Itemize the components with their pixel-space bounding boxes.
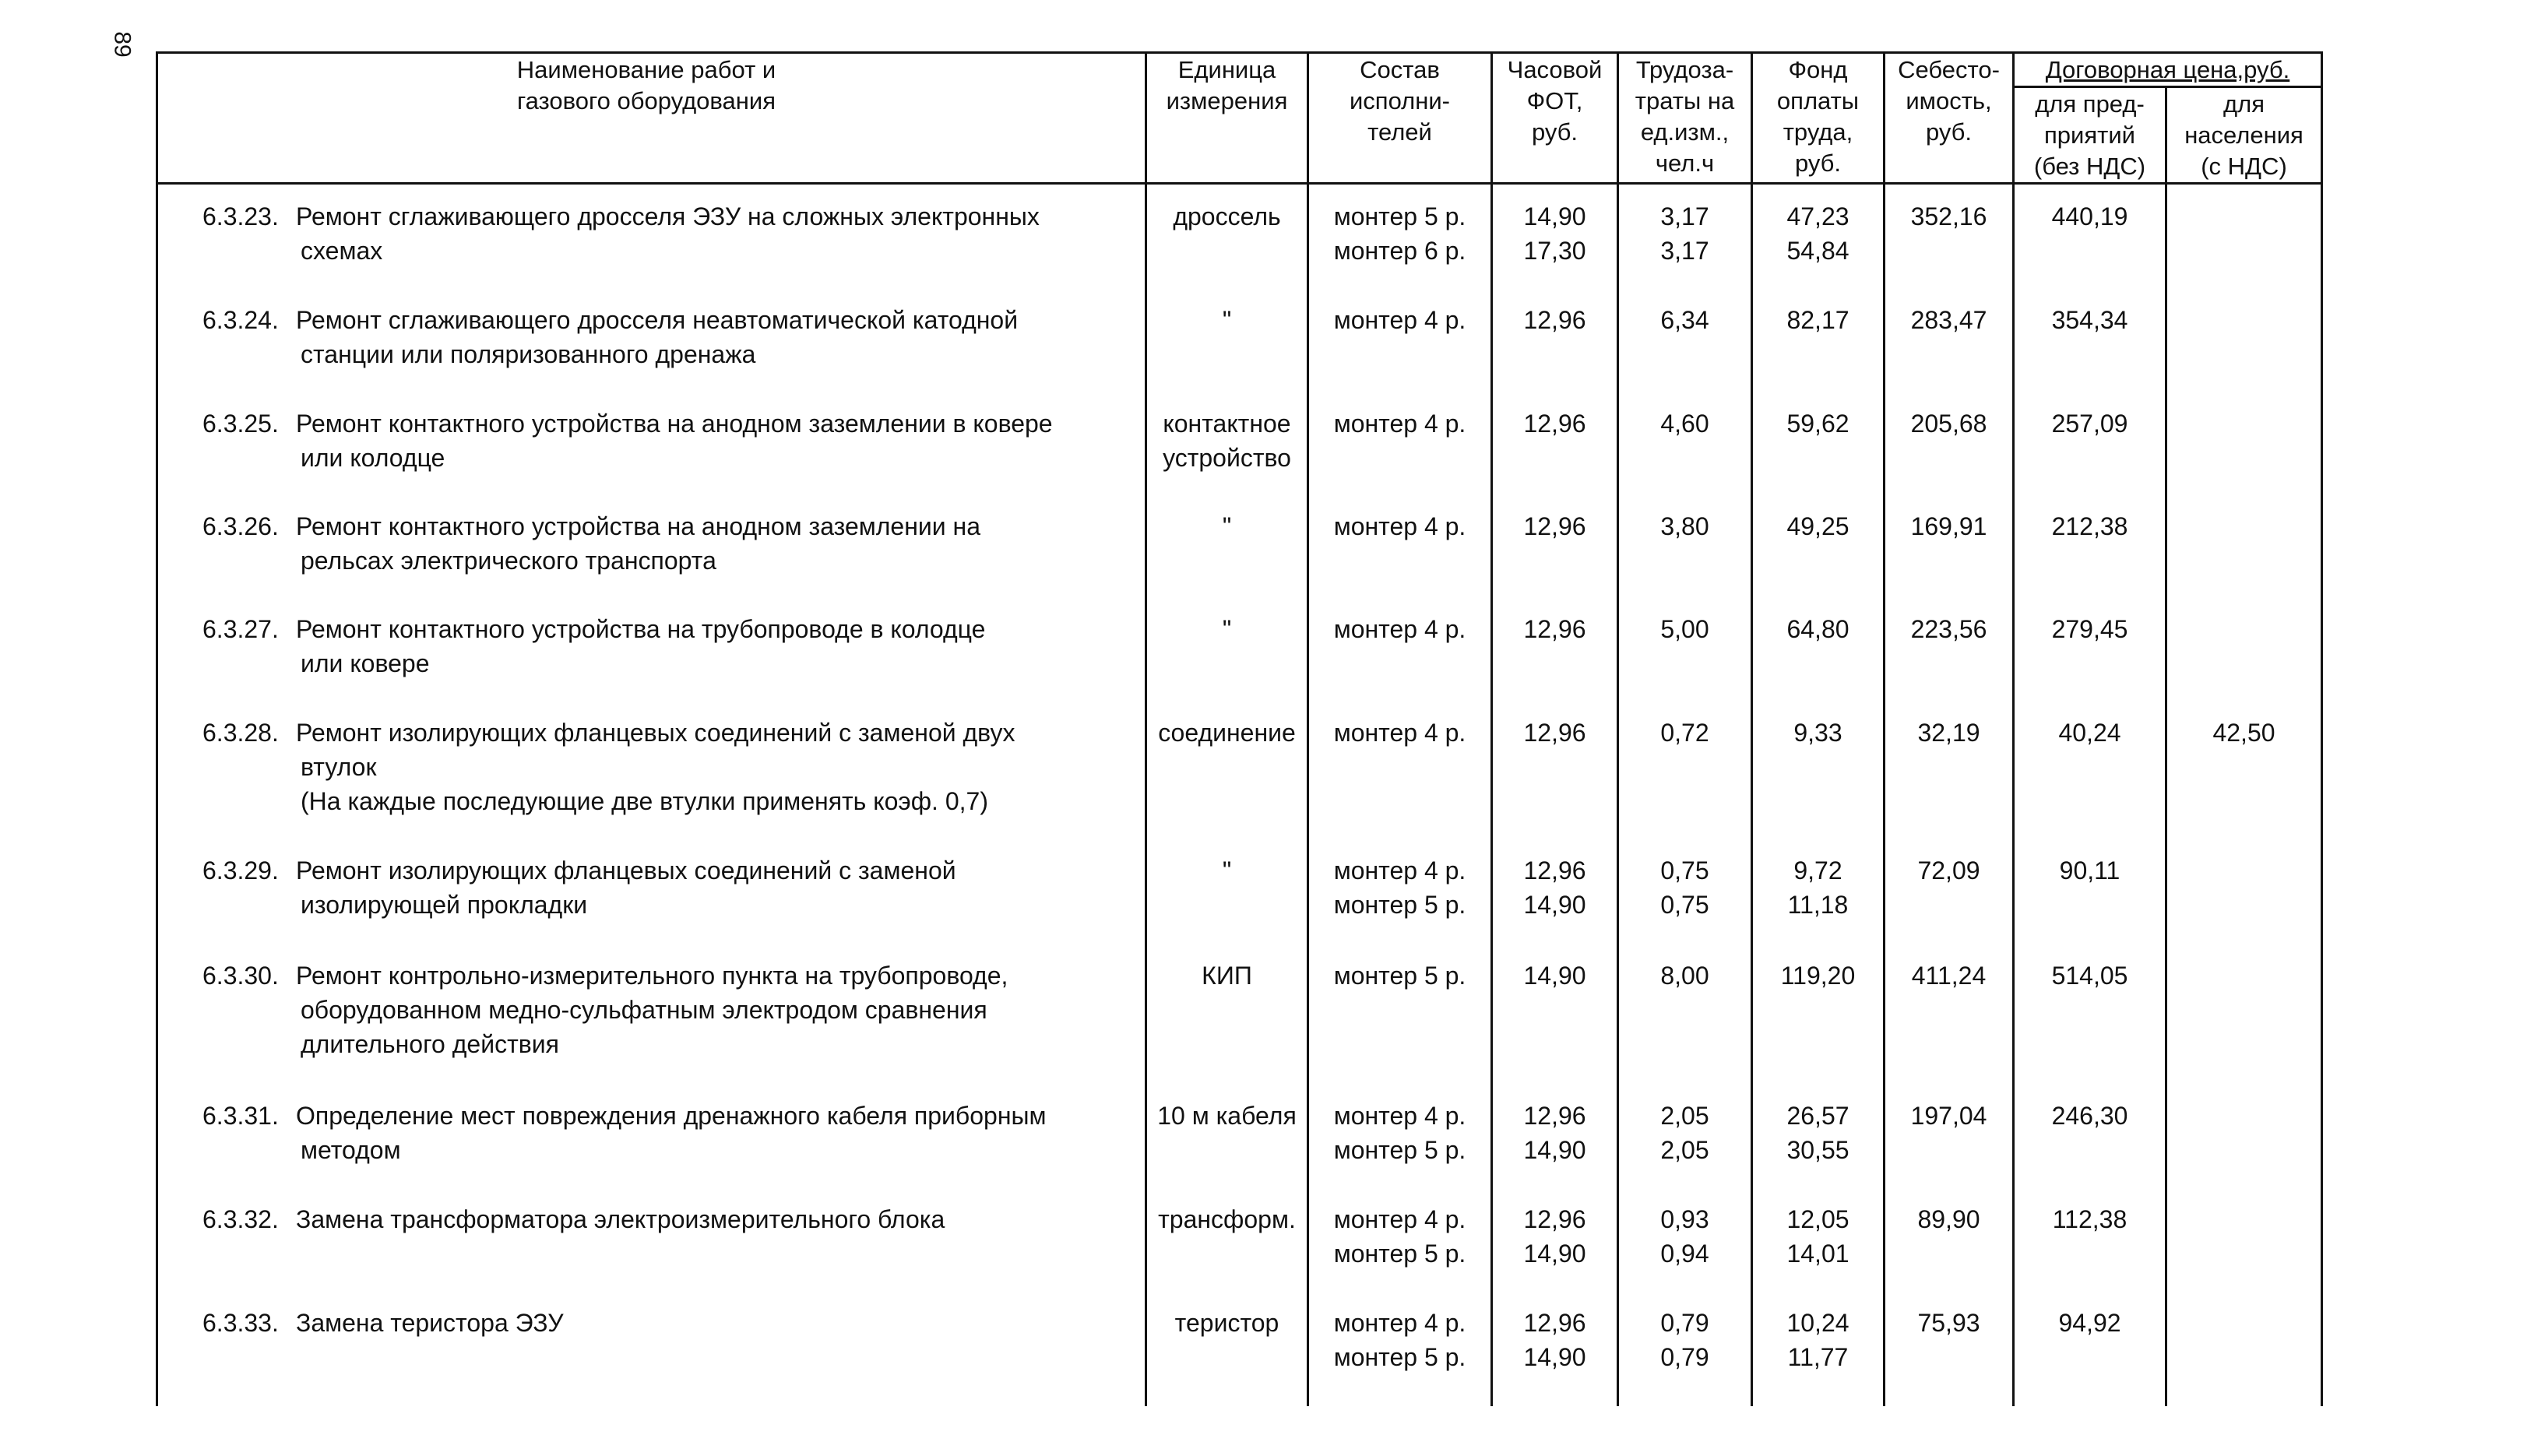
row-hourly: 14,90 xyxy=(1523,1240,1586,1268)
header-staff: Состав исполни- телей xyxy=(1349,56,1450,146)
row-staff: монтер 4 р. xyxy=(1333,719,1466,747)
row-hourly: 12,96 xyxy=(1523,1205,1586,1233)
row-labor: 3,17 xyxy=(1660,202,1709,230)
row-labor: 2,05 xyxy=(1660,1102,1709,1130)
row-code: 6.3.27. xyxy=(202,615,279,643)
row-staff: монтер 4 р. xyxy=(1333,410,1466,438)
row-price-ent: 40,24 xyxy=(2058,719,2121,747)
row-unit: " xyxy=(1222,512,1232,540)
header-cost: Себесто- имость, руб. xyxy=(1898,56,2000,146)
header-unit: Единица измерения xyxy=(1166,56,1288,114)
row-price-ent: 212,38 xyxy=(2051,512,2128,540)
row-staff: монтер 4 р. xyxy=(1333,615,1466,643)
row-name: втулок xyxy=(301,753,377,781)
row-name: Определение мест повреждения дренажного кабеля приборным xyxy=(296,1102,1047,1130)
row-cost: 72,09 xyxy=(1917,856,1980,885)
row-code: 6.3.24. xyxy=(202,306,279,334)
row-labor: 0,94 xyxy=(1660,1240,1709,1268)
row-price-ent: 257,09 xyxy=(2051,410,2128,438)
row-staff: монтер 5 р. xyxy=(1333,1240,1466,1268)
row-unit: " xyxy=(1222,615,1232,643)
row-unit: контактное xyxy=(1163,410,1291,438)
row-fund: 9,72 xyxy=(1793,856,1842,885)
price-table xyxy=(156,51,2325,1406)
row-name: изолирующей прокладки xyxy=(301,891,588,919)
row-hourly: 14,90 xyxy=(1523,1136,1586,1164)
row-price-ent: 90,11 xyxy=(2059,856,2120,885)
row-labor: 0,79 xyxy=(1660,1343,1709,1371)
header-name: Наименование работ и газового оборудования xyxy=(516,56,776,114)
row-name: Ремонт контактного устройства на анодном заземлении в ковере xyxy=(296,410,1053,438)
row-code: 6.3.23. xyxy=(202,202,279,230)
row-code: 6.3.28. xyxy=(202,719,279,747)
row-fund: 47,23 xyxy=(1786,202,1849,230)
row-unit: соединение xyxy=(1158,719,1296,747)
row-unit: дроссель xyxy=(1173,202,1281,230)
row-price-ent: 279,45 xyxy=(2051,615,2128,643)
row-hourly: 12,96 xyxy=(1523,856,1586,885)
row-cost: 32,19 xyxy=(1917,719,1980,747)
row-hourly: 12,96 xyxy=(1523,306,1586,334)
row-hourly: 14,90 xyxy=(1523,1343,1586,1371)
header-hourly: Часовой ФОТ, руб. xyxy=(1507,56,1603,146)
header-labor: Трудоза- траты на ед.изм., чел.ч xyxy=(1635,56,1735,177)
row-fund: 26,57 xyxy=(1786,1102,1849,1130)
row-hourly: 17,30 xyxy=(1523,237,1586,265)
row-name: Ремонт контактного устройства на трубопроводе в колодце xyxy=(296,615,986,643)
row-price-ent: 94,92 xyxy=(2058,1309,2121,1337)
row-name: (На каждые последующие две втулки применять коэф. 0,7) xyxy=(301,787,988,815)
row-labor: 6,34 xyxy=(1660,306,1709,334)
row-labor: 2,05 xyxy=(1660,1136,1709,1164)
row-name: Ремонт сглаживающего дросселя неавтоматической катодной xyxy=(296,306,1019,334)
row-staff: монтер 5 р. xyxy=(1333,1343,1466,1371)
row-name: Ремонт сглаживающего дросселя ЭЗУ на сложных электронных xyxy=(296,202,1040,230)
row-fund: 64,80 xyxy=(1786,615,1849,643)
header-price-enterprises: для пред- приятий (без НДС) xyxy=(2033,90,2146,180)
row-code: 6.3.25. xyxy=(202,410,279,438)
header-price-population: для населения (с НДС) xyxy=(2184,90,2303,180)
row-name: или ковере xyxy=(301,649,430,677)
row-name: методом xyxy=(301,1136,401,1164)
row-name: Ремонт контактного устройства на анодном заземлении на xyxy=(296,512,980,540)
row-labor: 3,80 xyxy=(1660,512,1709,540)
row-labor: 0,75 xyxy=(1660,856,1709,885)
row-name: Замена трансформатора электроизмерительного блока xyxy=(296,1205,945,1233)
row-staff: монтер 4 р. xyxy=(1333,512,1466,540)
row-staff: монтер 4 р. xyxy=(1333,1309,1466,1337)
row-unit: 10 м кабеля xyxy=(1157,1102,1297,1130)
row-staff: монтер 4 р. xyxy=(1333,1102,1466,1130)
header-price-group: Договорная цена,руб. xyxy=(2045,56,2290,83)
row-labor: 0,72 xyxy=(1660,719,1709,747)
row-price-ent: 246,30 xyxy=(2051,1102,2128,1130)
row-cost: 197,04 xyxy=(1910,1102,1987,1130)
row-hourly: 12,96 xyxy=(1523,410,1586,438)
row-price-ent: 514,05 xyxy=(2051,962,2128,990)
row-name: длительного действия xyxy=(301,1030,559,1058)
row-code: 6.3.26. xyxy=(202,512,279,540)
row-hourly: 12,96 xyxy=(1523,719,1586,747)
row-name: Ремонт изолирующих фланцевых соединений с заменой двух xyxy=(296,719,1015,747)
row-labor: 8,00 xyxy=(1660,962,1709,990)
row-labor: 0,93 xyxy=(1660,1205,1709,1233)
page-number: 89 xyxy=(109,31,135,58)
row-cost: 283,47 xyxy=(1910,306,1987,334)
row-labor: 4,60 xyxy=(1660,410,1709,438)
row-staff: монтер 4 р. xyxy=(1333,856,1466,885)
row-name: Замена теристора ЭЗУ xyxy=(296,1309,564,1337)
row-unit: " xyxy=(1222,306,1232,334)
row-unit: " xyxy=(1222,856,1232,885)
row-cost: 411,24 xyxy=(1911,962,1987,990)
row-unit: трансформ. xyxy=(1158,1205,1296,1233)
row-unit: КИП xyxy=(1202,962,1252,990)
row-name: Ремонт изолирующих фланцевых соединений с заменой xyxy=(296,856,956,885)
row-hourly: 12,96 xyxy=(1523,1309,1586,1337)
row-code: 6.3.32. xyxy=(202,1205,279,1233)
row-cost: 169,91 xyxy=(1910,512,1987,540)
row-staff: монтер 6 р. xyxy=(1333,237,1466,265)
row-price-ent: 440,19 xyxy=(2051,202,2128,230)
row-hourly: 12,96 xyxy=(1523,1102,1586,1130)
row-unit: устройство xyxy=(1163,444,1291,472)
row-code: 6.3.29. xyxy=(202,856,279,885)
row-hourly: 14,90 xyxy=(1523,962,1586,990)
row-price-ent: 112,38 xyxy=(2052,1205,2127,1233)
row-staff: монтер 5 р. xyxy=(1333,1136,1466,1164)
row-fund: 9,33 xyxy=(1793,719,1842,747)
row-fund: 49,25 xyxy=(1786,512,1849,540)
row-name: схемах xyxy=(301,237,383,265)
row-fund: 119,20 xyxy=(1780,962,1856,990)
row-hourly: 12,96 xyxy=(1523,512,1586,540)
row-labor: 0,79 xyxy=(1660,1309,1709,1337)
row-staff: монтер 5 р. xyxy=(1333,962,1466,990)
row-hourly: 14,90 xyxy=(1523,891,1586,919)
row-fund: 10,24 xyxy=(1786,1309,1849,1337)
row-price-pop: 42,50 xyxy=(2212,719,2275,747)
row-fund: 11,18 xyxy=(1787,891,1849,919)
row-staff: монтер 4 р. xyxy=(1333,306,1466,334)
row-name: рельсах электрического транспорта xyxy=(301,547,716,575)
header-fund: Фонд оплаты труда, руб. xyxy=(1776,56,1860,177)
row-unit: теристор xyxy=(1174,1309,1279,1337)
row-fund: 59,62 xyxy=(1786,410,1849,438)
row-name: оборудованном медно-сульфатным электродом сравнения xyxy=(301,996,987,1024)
row-code: 6.3.30. xyxy=(202,962,279,990)
row-cost: 223,56 xyxy=(1910,615,1987,643)
row-price-ent: 354,34 xyxy=(2051,306,2128,334)
row-name: или колодце xyxy=(301,444,445,472)
row-hourly: 14,90 xyxy=(1523,202,1586,230)
row-name: станции или поляризованного дренажа xyxy=(301,340,756,368)
row-cost: 205,68 xyxy=(1910,410,1987,438)
row-fund: 82,17 xyxy=(1786,306,1849,334)
row-code: 6.3.31. xyxy=(202,1102,279,1130)
row-fund: 14,01 xyxy=(1786,1240,1849,1268)
row-code: 6.3.33. xyxy=(202,1309,279,1337)
row-name: Ремонт контрольно-измерительного пункта на трубопроводе, xyxy=(296,962,1008,990)
row-labor: 5,00 xyxy=(1660,615,1709,643)
row-labor: 0,75 xyxy=(1660,891,1709,919)
row-fund: 12,05 xyxy=(1786,1205,1849,1233)
row-staff: монтер 5 р. xyxy=(1333,202,1466,230)
row-labor: 3,17 xyxy=(1660,237,1709,265)
row-cost: 352,16 xyxy=(1910,202,1987,230)
row-cost: 75,93 xyxy=(1917,1309,1980,1337)
row-hourly: 12,96 xyxy=(1523,615,1586,643)
row-fund: 54,84 xyxy=(1786,237,1849,265)
row-fund: 30,55 xyxy=(1786,1136,1849,1164)
row-staff: монтер 5 р. xyxy=(1333,891,1466,919)
row-staff: монтер 4 р. xyxy=(1333,1205,1466,1233)
row-fund: 11,77 xyxy=(1787,1343,1849,1371)
row-cost: 89,90 xyxy=(1917,1205,1980,1233)
